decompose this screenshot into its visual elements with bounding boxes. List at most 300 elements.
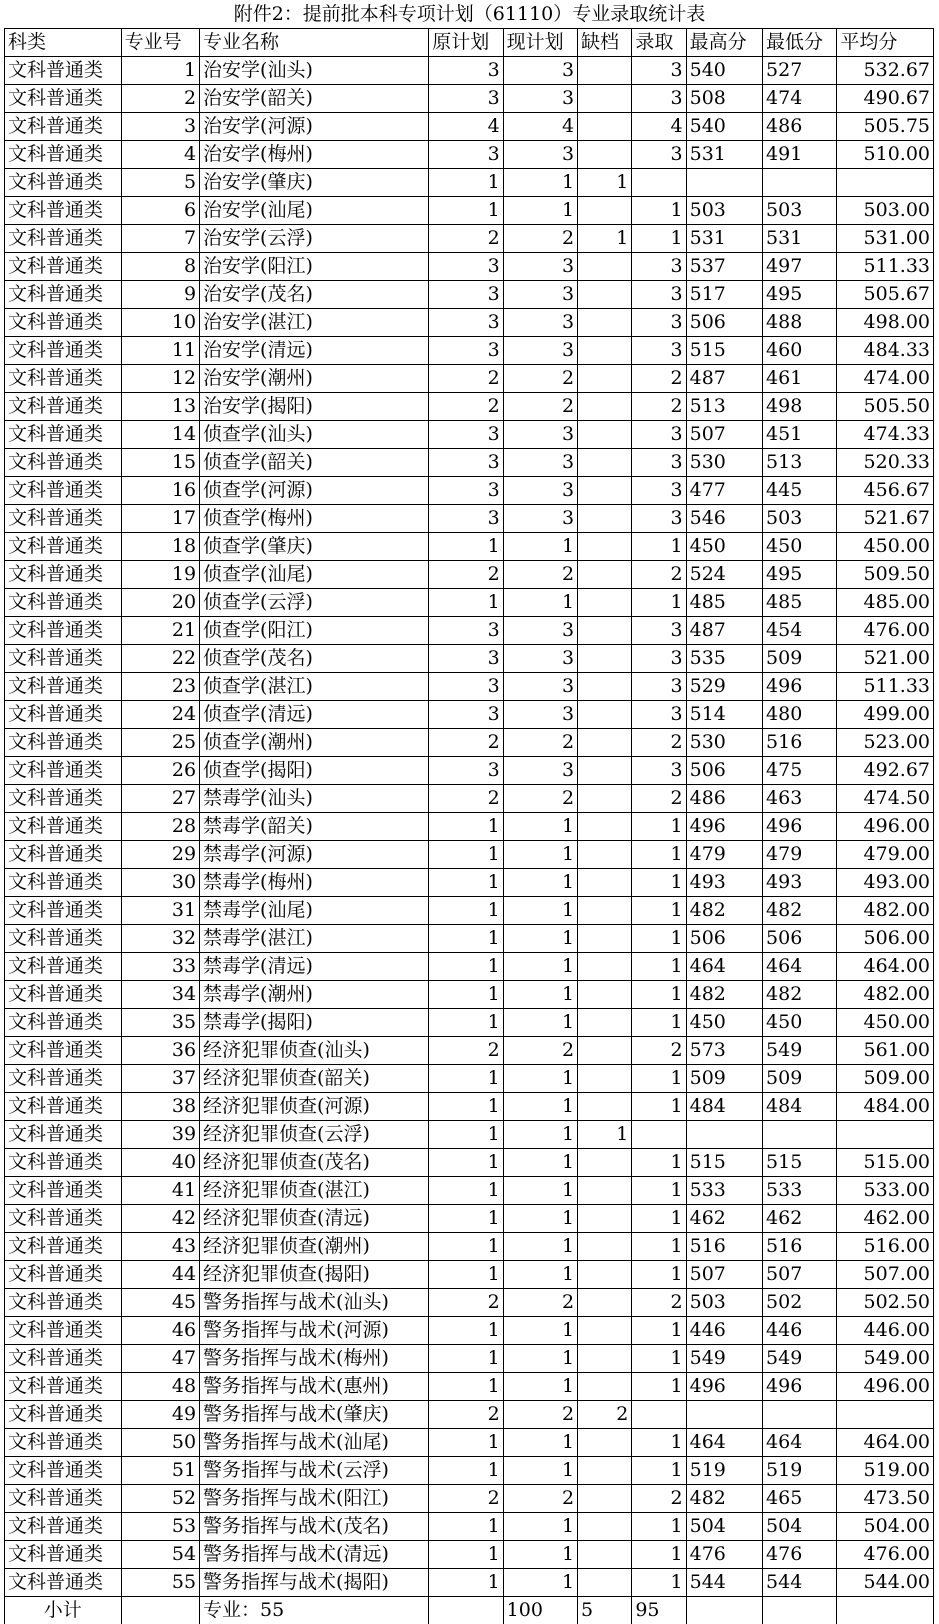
cell-major-name: 警务指挥与战术(汕头) xyxy=(200,1289,429,1317)
table-row xyxy=(5,1345,934,1373)
cell-current-plan: 1 xyxy=(503,1317,577,1345)
cell-missing xyxy=(578,337,632,365)
cell-major-no: 37 xyxy=(121,1065,199,1093)
cell-original-plan: 1 xyxy=(429,589,503,617)
cell-major-no: 6 xyxy=(121,197,199,225)
cell-major-no: 20 xyxy=(121,589,199,617)
cell-major-name: 经济犯罪侦查(潮州) xyxy=(200,1233,429,1261)
cell-major-name: 治安学(韶关) xyxy=(200,85,429,113)
cell-category: 文科普通类 xyxy=(5,337,122,365)
cell-min-score: 464 xyxy=(763,953,837,981)
cell-major-no: 49 xyxy=(121,1401,199,1429)
cell-avg-score: 511.33 xyxy=(837,253,934,281)
cell-category: 文科普通类 xyxy=(5,701,122,729)
cell-missing xyxy=(578,729,632,757)
cell-min-score: 503 xyxy=(763,197,837,225)
cell-admitted xyxy=(632,169,686,197)
cell-major-no: 53 xyxy=(121,1513,199,1541)
cell-max-score: 482 xyxy=(686,897,762,925)
cell-admitted: 3 xyxy=(632,337,686,365)
table-row xyxy=(5,729,934,757)
cell-missing xyxy=(578,1569,632,1597)
subtotal-blank xyxy=(429,1597,503,1624)
cell-avg-score: 498.00 xyxy=(837,309,934,337)
cell-missing xyxy=(578,981,632,1009)
cell-major-no: 4 xyxy=(121,141,199,169)
header-max-score: 最高分 xyxy=(686,29,762,57)
table-row xyxy=(5,1037,934,1065)
cell-category: 文科普通类 xyxy=(5,617,122,645)
cell-missing xyxy=(578,953,632,981)
header-min-score: 最低分 xyxy=(763,29,837,57)
cell-category: 文科普通类 xyxy=(5,1485,122,1513)
cell-admitted: 1 xyxy=(632,813,686,841)
cell-original-plan: 1 xyxy=(429,1065,503,1093)
cell-max-score xyxy=(686,169,762,197)
cell-category: 文科普通类 xyxy=(5,1093,122,1121)
cell-admitted: 2 xyxy=(632,365,686,393)
table-row xyxy=(5,645,934,673)
cell-missing xyxy=(578,1233,632,1261)
cell-avg-score: 476.00 xyxy=(837,1541,934,1569)
cell-avg-score xyxy=(837,1121,934,1149)
cell-original-plan: 3 xyxy=(429,141,503,169)
cell-avg-score: 503.00 xyxy=(837,197,934,225)
cell-category: 文科普通类 xyxy=(5,421,122,449)
cell-category: 文科普通类 xyxy=(5,981,122,1009)
cell-major-name: 治安学(汕头) xyxy=(200,57,429,85)
cell-admitted: 3 xyxy=(632,645,686,673)
cell-avg-score: 505.50 xyxy=(837,393,934,421)
table-row xyxy=(5,953,934,981)
cell-current-plan: 1 xyxy=(503,1513,577,1541)
cell-admitted: 1 xyxy=(632,1317,686,1345)
cell-major-name: 禁毒学(清远) xyxy=(200,953,429,981)
cell-major-name: 经济犯罪侦查(河源) xyxy=(200,1093,429,1121)
cell-current-plan: 1 xyxy=(503,1457,577,1485)
table-row xyxy=(5,141,934,169)
cell-max-score: 462 xyxy=(686,1205,762,1233)
cell-admitted: 1 xyxy=(632,1569,686,1597)
cell-min-score: 496 xyxy=(763,1373,837,1401)
cell-category: 文科普通类 xyxy=(5,645,122,673)
cell-missing xyxy=(578,1317,632,1345)
cell-major-name: 禁毒学(湛江) xyxy=(200,925,429,953)
header-major-no: 专业号 xyxy=(121,29,199,57)
cell-max-score: 487 xyxy=(686,617,762,645)
cell-min-score: 475 xyxy=(763,757,837,785)
cell-major-name: 侦查学(湛江) xyxy=(200,673,429,701)
cell-original-plan: 1 xyxy=(429,1121,503,1149)
cell-avg-score: 511.33 xyxy=(837,673,934,701)
cell-admitted: 1 xyxy=(632,1457,686,1485)
cell-category: 文科普通类 xyxy=(5,141,122,169)
cell-max-score: 504 xyxy=(686,1513,762,1541)
cell-min-score: 496 xyxy=(763,673,837,701)
cell-max-score: 464 xyxy=(686,953,762,981)
cell-admitted: 2 xyxy=(632,1037,686,1065)
cell-category: 文科普通类 xyxy=(5,1177,122,1205)
cell-major-name: 侦查学(云浮) xyxy=(200,589,429,617)
cell-max-score: 513 xyxy=(686,393,762,421)
cell-major-name: 治安学(云浮) xyxy=(200,225,429,253)
cell-min-score: 527 xyxy=(763,57,837,85)
cell-original-plan: 1 xyxy=(429,841,503,869)
cell-admitted: 1 xyxy=(632,225,686,253)
cell-missing xyxy=(578,1261,632,1289)
cell-major-no: 55 xyxy=(121,1569,199,1597)
subtotal-now-plan: 100 xyxy=(503,1597,577,1624)
cell-original-plan: 2 xyxy=(429,561,503,589)
cell-min-score: 488 xyxy=(763,309,837,337)
table-row xyxy=(5,1121,934,1149)
cell-max-score: 450 xyxy=(686,1009,762,1037)
cell-missing xyxy=(578,85,632,113)
cell-avg-score: 504.00 xyxy=(837,1513,934,1541)
cell-current-plan: 3 xyxy=(503,85,577,113)
cell-missing xyxy=(578,1457,632,1485)
cell-major-name: 侦查学(潮州) xyxy=(200,729,429,757)
cell-avg-score: 493.00 xyxy=(837,869,934,897)
table-row xyxy=(5,813,934,841)
cell-avg-score: 549.00 xyxy=(837,1345,934,1373)
cell-admitted: 2 xyxy=(632,1289,686,1317)
cell-max-score: 506 xyxy=(686,757,762,785)
cell-major-name: 治安学(河源) xyxy=(200,113,429,141)
cell-max-score xyxy=(686,1401,762,1429)
cell-max-score: 533 xyxy=(686,1177,762,1205)
cell-current-plan: 3 xyxy=(503,281,577,309)
cell-admitted: 1 xyxy=(632,1541,686,1569)
header-row xyxy=(5,29,934,57)
cell-avg-score: 521.00 xyxy=(837,645,934,673)
cell-avg-score: 505.75 xyxy=(837,113,934,141)
cell-missing xyxy=(578,673,632,701)
cell-major-no: 50 xyxy=(121,1429,199,1457)
cell-major-no: 13 xyxy=(121,393,199,421)
cell-current-plan: 1 xyxy=(503,1233,577,1261)
cell-admitted: 1 xyxy=(632,1513,686,1541)
cell-current-plan: 3 xyxy=(503,57,577,85)
subtotal-blank xyxy=(121,1597,199,1624)
cell-original-plan: 1 xyxy=(429,1149,503,1177)
cell-max-score: 482 xyxy=(686,1485,762,1513)
cell-major-name: 侦查学(韶关) xyxy=(200,449,429,477)
cell-major-name: 禁毒学(揭阳) xyxy=(200,1009,429,1037)
cell-major-name: 禁毒学(梅州) xyxy=(200,869,429,897)
cell-major-no: 41 xyxy=(121,1177,199,1205)
cell-major-name: 禁毒学(潮州) xyxy=(200,981,429,1009)
cell-avg-score: 490.67 xyxy=(837,85,934,113)
cell-missing xyxy=(578,757,632,785)
cell-admitted: 1 xyxy=(632,841,686,869)
cell-original-plan: 1 xyxy=(429,925,503,953)
cell-min-score: 461 xyxy=(763,365,837,393)
cell-missing xyxy=(578,365,632,393)
table-row xyxy=(5,1149,934,1177)
cell-original-plan: 3 xyxy=(429,421,503,449)
cell-category: 文科普通类 xyxy=(5,449,122,477)
cell-major-name: 治安学(阳江) xyxy=(200,253,429,281)
cell-max-score: 519 xyxy=(686,1457,762,1485)
admission-table xyxy=(4,28,934,1624)
subtotal-label: 小计 xyxy=(5,1597,122,1624)
cell-missing xyxy=(578,197,632,225)
cell-min-score: 446 xyxy=(763,1317,837,1345)
cell-major-name: 经济犯罪侦查(云浮) xyxy=(200,1121,429,1149)
table-row xyxy=(5,841,934,869)
table-row xyxy=(5,253,934,281)
cell-current-plan: 1 xyxy=(503,925,577,953)
cell-avg-score: 484.00 xyxy=(837,1093,934,1121)
cell-missing xyxy=(578,1429,632,1457)
cell-current-plan: 2 xyxy=(503,393,577,421)
cell-admitted: 1 xyxy=(632,1093,686,1121)
cell-major-no: 35 xyxy=(121,1009,199,1037)
cell-original-plan: 3 xyxy=(429,85,503,113)
cell-max-score: 507 xyxy=(686,1261,762,1289)
cell-major-no: 39 xyxy=(121,1121,199,1149)
cell-avg-score: 462.00 xyxy=(837,1205,934,1233)
cell-missing xyxy=(578,1093,632,1121)
cell-avg-score: 505.67 xyxy=(837,281,934,309)
cell-current-plan: 2 xyxy=(503,225,577,253)
cell-admitted: 2 xyxy=(632,561,686,589)
cell-admitted: 2 xyxy=(632,785,686,813)
cell-major-name: 警务指挥与战术(茂名) xyxy=(200,1513,429,1541)
cell-admitted: 3 xyxy=(632,141,686,169)
cell-admitted: 3 xyxy=(632,57,686,85)
cell-admitted: 1 xyxy=(632,589,686,617)
cell-min-score: 495 xyxy=(763,281,837,309)
cell-missing xyxy=(578,785,632,813)
cell-missing xyxy=(578,841,632,869)
cell-current-plan: 1 xyxy=(503,1569,577,1597)
cell-admitted: 3 xyxy=(632,505,686,533)
cell-avg-score: 531.00 xyxy=(837,225,934,253)
cell-original-plan: 2 xyxy=(429,1037,503,1065)
cell-category: 文科普通类 xyxy=(5,1373,122,1401)
cell-major-name: 侦查学(肇庆) xyxy=(200,533,429,561)
cell-avg-score: 450.00 xyxy=(837,533,934,561)
page-title: 附件2：提前批本科专项计划（61110）专业录取统计表 xyxy=(0,0,939,28)
cell-category: 文科普通类 xyxy=(5,309,122,337)
cell-missing xyxy=(578,1373,632,1401)
cell-avg-score: 464.00 xyxy=(837,953,934,981)
cell-category: 文科普通类 xyxy=(5,253,122,281)
cell-original-plan: 3 xyxy=(429,449,503,477)
cell-min-score: 515 xyxy=(763,1149,837,1177)
cell-original-plan: 3 xyxy=(429,281,503,309)
cell-category: 文科普通类 xyxy=(5,1345,122,1373)
cell-avg-score: 521.67 xyxy=(837,505,934,533)
cell-original-plan: 2 xyxy=(429,785,503,813)
table-row xyxy=(5,1205,934,1233)
cell-avg-score: 473.50 xyxy=(837,1485,934,1513)
cell-original-plan: 1 xyxy=(429,1569,503,1597)
header-original-plan: 原计划 xyxy=(429,29,503,57)
cell-major-no: 10 xyxy=(121,309,199,337)
cell-major-no: 17 xyxy=(121,505,199,533)
cell-admitted: 1 xyxy=(632,1065,686,1093)
cell-original-plan: 1 xyxy=(429,953,503,981)
cell-category: 文科普通类 xyxy=(5,1429,122,1457)
cell-current-plan: 3 xyxy=(503,421,577,449)
cell-missing xyxy=(578,1009,632,1037)
cell-major-name: 禁毒学(韶关) xyxy=(200,813,429,841)
cell-max-score: 477 xyxy=(686,477,762,505)
cell-original-plan: 2 xyxy=(429,1401,503,1429)
cell-major-no: 26 xyxy=(121,757,199,785)
cell-original-plan: 3 xyxy=(429,701,503,729)
cell-original-plan: 3 xyxy=(429,505,503,533)
cell-original-plan: 1 xyxy=(429,1429,503,1457)
table-row xyxy=(5,757,934,785)
cell-avg-score: 502.50 xyxy=(837,1289,934,1317)
cell-admitted: 3 xyxy=(632,85,686,113)
cell-max-score: 573 xyxy=(686,1037,762,1065)
cell-current-plan: 1 xyxy=(503,1261,577,1289)
cell-major-no: 48 xyxy=(121,1373,199,1401)
subtotal-blank xyxy=(837,1597,934,1624)
cell-max-score: 531 xyxy=(686,225,762,253)
cell-avg-score: 450.00 xyxy=(837,1009,934,1037)
cell-max-score: 446 xyxy=(686,1317,762,1345)
cell-major-no: 14 xyxy=(121,421,199,449)
cell-max-score: 506 xyxy=(686,309,762,337)
cell-max-score: 479 xyxy=(686,841,762,869)
cell-max-score: 493 xyxy=(686,869,762,897)
cell-major-name: 警务指挥与战术(阳江) xyxy=(200,1485,429,1513)
cell-original-plan: 3 xyxy=(429,57,503,85)
cell-major-name: 经济犯罪侦查(湛江) xyxy=(200,1177,429,1205)
table-row xyxy=(5,1261,934,1289)
table-row xyxy=(5,533,934,561)
cell-major-no: 3 xyxy=(121,113,199,141)
cell-admitted: 1 xyxy=(632,1345,686,1373)
cell-missing xyxy=(578,1345,632,1373)
cell-major-no: 45 xyxy=(121,1289,199,1317)
cell-admitted: 1 xyxy=(632,1149,686,1177)
cell-original-plan: 1 xyxy=(429,1261,503,1289)
cell-missing: 2 xyxy=(578,1401,632,1429)
cell-major-no: 23 xyxy=(121,673,199,701)
cell-major-name: 治安学(汕尾) xyxy=(200,197,429,225)
cell-original-plan: 1 xyxy=(429,981,503,1009)
cell-missing xyxy=(578,1205,632,1233)
cell-major-no: 5 xyxy=(121,169,199,197)
cell-major-no: 54 xyxy=(121,1541,199,1569)
cell-admitted xyxy=(632,1121,686,1149)
cell-missing xyxy=(578,645,632,673)
cell-avg-score: 506.00 xyxy=(837,925,934,953)
cell-min-score: 463 xyxy=(763,785,837,813)
cell-current-plan: 3 xyxy=(503,701,577,729)
cell-original-plan: 3 xyxy=(429,757,503,785)
table-row xyxy=(5,85,934,113)
cell-min-score: 519 xyxy=(763,1457,837,1485)
table-row xyxy=(5,981,934,1009)
cell-min-score: 464 xyxy=(763,1429,837,1457)
cell-major-no: 7 xyxy=(121,225,199,253)
cell-admitted: 1 xyxy=(632,981,686,1009)
table-row xyxy=(5,421,934,449)
cell-avg-score: 507.00 xyxy=(837,1261,934,1289)
cell-original-plan: 1 xyxy=(429,813,503,841)
cell-major-no: 22 xyxy=(121,645,199,673)
cell-major-name: 警务指挥与战术(梅州) xyxy=(200,1345,429,1373)
cell-missing xyxy=(578,561,632,589)
cell-original-plan: 1 xyxy=(429,169,503,197)
table-row xyxy=(5,869,934,897)
cell-avg-score xyxy=(837,169,934,197)
cell-major-name: 禁毒学(汕尾) xyxy=(200,897,429,925)
cell-current-plan: 1 xyxy=(503,197,577,225)
cell-original-plan: 3 xyxy=(429,337,503,365)
cell-min-score: 507 xyxy=(763,1261,837,1289)
table-row xyxy=(5,1009,934,1037)
cell-major-name: 治安学(揭阳) xyxy=(200,393,429,421)
cell-max-score: 515 xyxy=(686,337,762,365)
cell-missing xyxy=(578,925,632,953)
cell-admitted: 2 xyxy=(632,393,686,421)
cell-max-score: 530 xyxy=(686,729,762,757)
cell-major-name: 警务指挥与战术(云浮) xyxy=(200,1457,429,1485)
cell-min-score: 485 xyxy=(763,589,837,617)
cell-major-no: 32 xyxy=(121,925,199,953)
cell-max-score: 507 xyxy=(686,421,762,449)
cell-major-no: 9 xyxy=(121,281,199,309)
header-missing: 缺档 xyxy=(578,29,632,57)
cell-current-plan: 2 xyxy=(503,561,577,589)
cell-category: 文科普通类 xyxy=(5,897,122,925)
cell-admitted: 1 xyxy=(632,897,686,925)
cell-max-score: 464 xyxy=(686,1429,762,1457)
header-avg-score: 平均分 xyxy=(837,29,934,57)
cell-min-score: 549 xyxy=(763,1345,837,1373)
cell-current-plan: 1 xyxy=(503,1541,577,1569)
cell-category: 文科普通类 xyxy=(5,533,122,561)
cell-admitted: 1 xyxy=(632,1233,686,1261)
cell-current-plan: 1 xyxy=(503,981,577,1009)
cell-avg-score: 456.67 xyxy=(837,477,934,505)
cell-major-no: 46 xyxy=(121,1317,199,1345)
cell-avg-score: 474.00 xyxy=(837,365,934,393)
cell-min-score: 445 xyxy=(763,477,837,505)
cell-current-plan: 1 xyxy=(503,1065,577,1093)
cell-max-score: 503 xyxy=(686,1289,762,1317)
table-row xyxy=(5,589,934,617)
cell-admitted: 1 xyxy=(632,925,686,953)
cell-major-name: 警务指挥与战术(清远) xyxy=(200,1541,429,1569)
cell-admitted: 4 xyxy=(632,113,686,141)
cell-missing xyxy=(578,421,632,449)
cell-admitted: 1 xyxy=(632,953,686,981)
cell-major-name: 侦查学(阳江) xyxy=(200,617,429,645)
cell-category: 文科普通类 xyxy=(5,673,122,701)
cell-major-name: 治安学(潮州) xyxy=(200,365,429,393)
cell-missing xyxy=(578,113,632,141)
cell-original-plan: 1 xyxy=(429,1205,503,1233)
cell-admitted: 1 xyxy=(632,1261,686,1289)
cell-major-no: 29 xyxy=(121,841,199,869)
cell-original-plan: 2 xyxy=(429,1485,503,1513)
table-row xyxy=(5,169,934,197)
table-row xyxy=(5,1513,934,1541)
cell-avg-score: 510.00 xyxy=(837,141,934,169)
cell-major-name: 经济犯罪侦查(汕头) xyxy=(200,1037,429,1065)
cell-original-plan: 3 xyxy=(429,617,503,645)
